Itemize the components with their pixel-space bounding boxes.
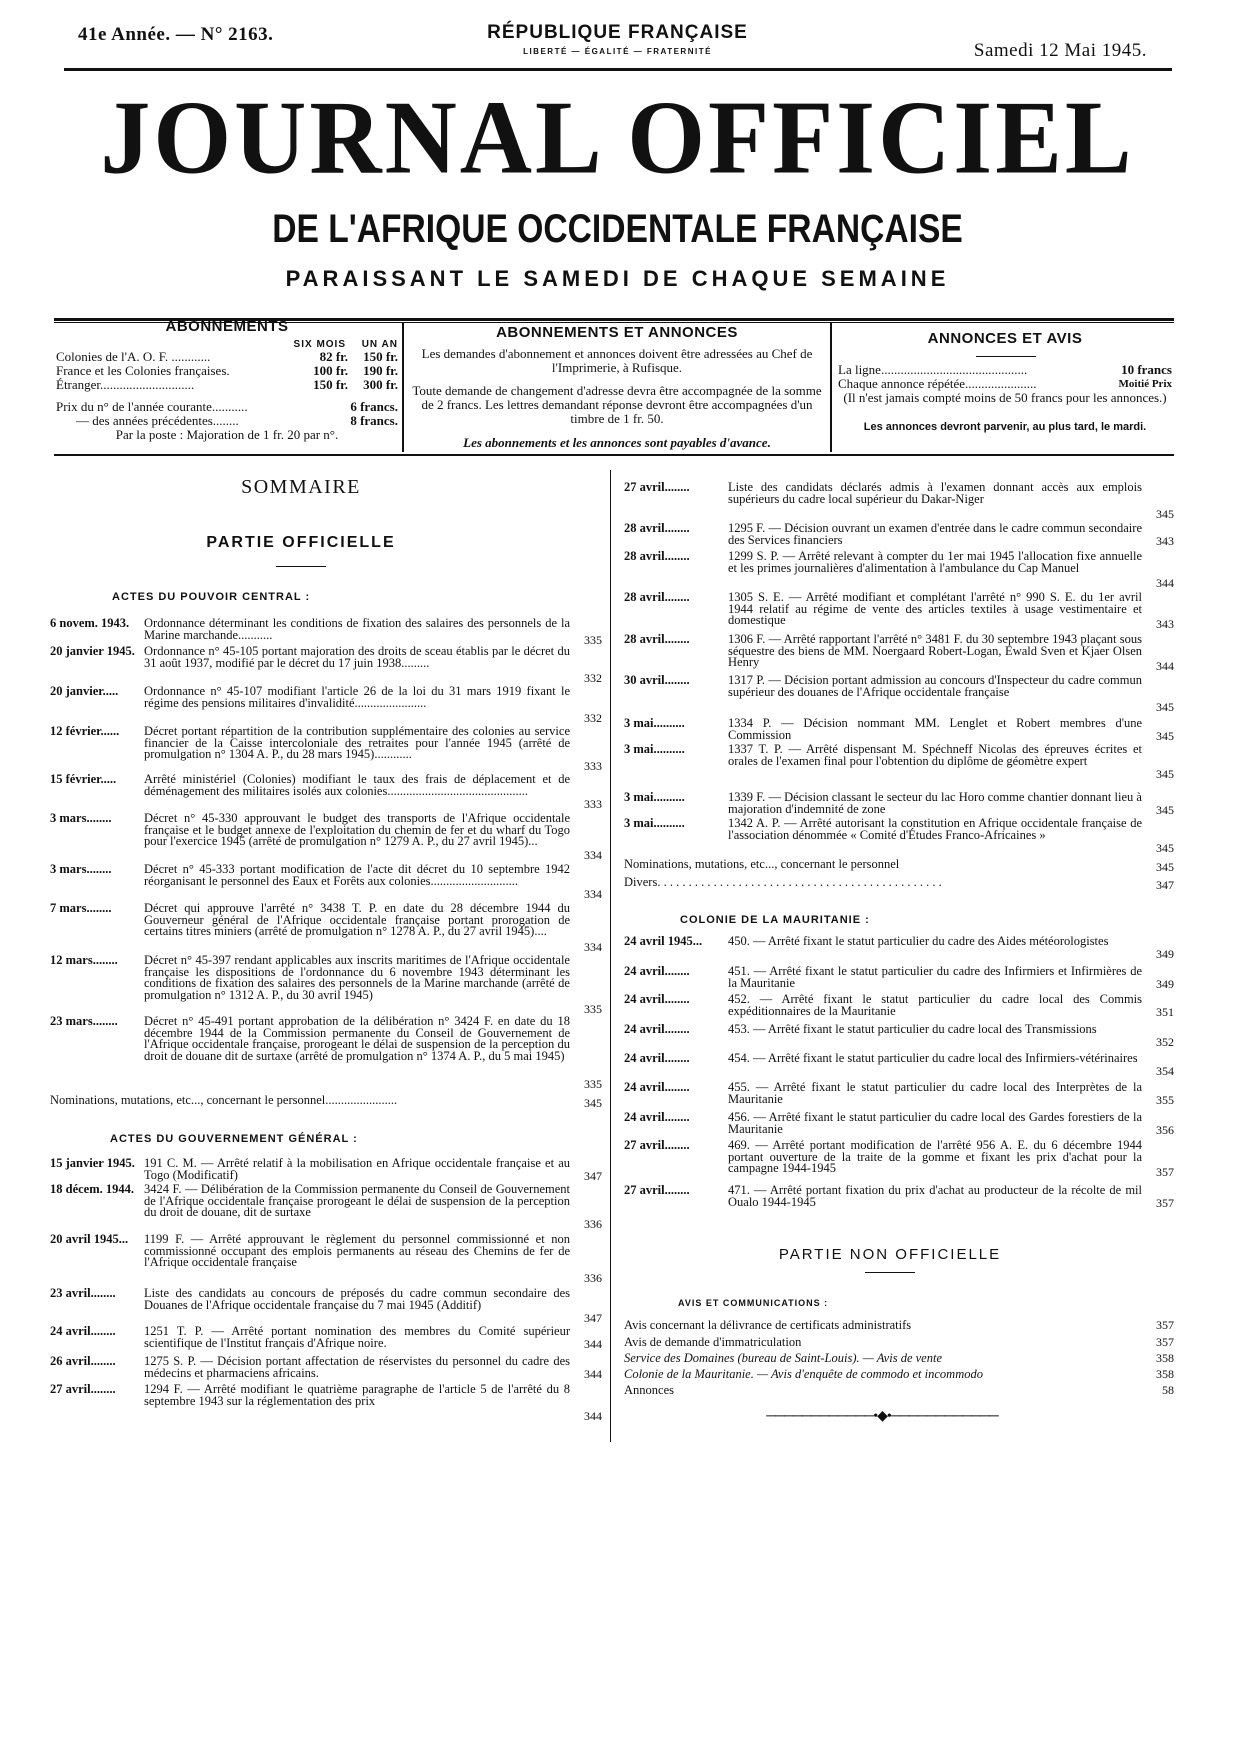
abonnements-annonces-box	[408, 322, 826, 450]
sommaire-entry	[50, 864, 602, 900]
poste-note: Par la poste : Majoration de 1 fr. 20 par n°.	[115, 427, 339, 442]
avis-entry	[624, 1337, 1174, 1349]
entry-text: Colonie de la Mauritanie. — Avis d'enquête de commodo et incommodo	[624, 1367, 983, 1381]
entry-page: 345	[1156, 840, 1174, 855]
sommaire-entry	[50, 903, 602, 953]
partie-non-officielle-heading: PARTIE NON OFFICIELLE	[778, 1246, 1002, 1263]
sommaire-entry	[50, 1288, 602, 1324]
abonnements-annonces-title: ABONNEMENTS ET ANNONCES	[496, 324, 738, 341]
entry-text: Décret n° 45-491 portant approbation de la délibération n° 3424 F. en date du 18 décembre 1944 de la Commission permanente du Conseil de Gouvernement de l'Afrique occidentale française, prorogeant le délai de suspension de la perception du droit de douane dit de surtaxe (arrêté de promulgation n° 1374 A. P., du 5 mai 1945)	[144, 1014, 570, 1063]
sommaire-entry	[624, 859, 1174, 873]
entry-text: Décret n° 45-330 approuvant le budget des transports de l'Afrique occidentale française et le budget annexe de l'exploitation du chemin de fer et du wharf du Togo pour l'exercice 1945 (arrêté de promulgation n° 1279 A. P., du 27 avril 1945)...	[144, 811, 570, 848]
entry-text: Liste des candidats au concours de préposés du cadre commun secondaire des Douanes de l'Afrique occidentale française du 7 mai 1945 (Additif)	[144, 1286, 570, 1312]
entry-page: 332	[584, 710, 602, 725]
sommaire-entry	[50, 1356, 602, 1380]
entry-text: Avis de demande d'immatriculation	[624, 1335, 802, 1349]
sommaire-entry	[624, 718, 1174, 742]
entry-text: Arrêté ministériel (Colonies) modifiant le taux des frais de déplacement et de déménagement des militaires isolés aux colonies.............................................	[144, 772, 570, 798]
entry-page: 344	[584, 1366, 602, 1381]
entry-page: 347	[584, 1310, 602, 1325]
entry-date: 18 décem. 1944.	[50, 1182, 135, 1196]
issue-number: 41e Année. — N° 2163.	[78, 24, 274, 45]
header-rule	[64, 68, 1172, 71]
entry-text: Avis concernant la délivrance de certificats administratifs	[624, 1318, 912, 1332]
entry-page: 349	[1156, 976, 1174, 991]
entry-page: 357	[1156, 1164, 1174, 1179]
entry-text: 1295 F. — Décision ouvrant un examen d'entrée dans le cadre commun secondaire des Services financiers	[728, 521, 1142, 547]
entry-text: Service des Domaines (bureau de Saint-Louis). — Avis de vente	[624, 1351, 942, 1365]
entry-page: 357	[1156, 1195, 1174, 1210]
entry-date: 24 avril 1945...	[624, 934, 703, 948]
box-divider-1	[402, 322, 404, 452]
entry-page: 343	[1156, 616, 1174, 631]
entry-date: 24 avril........	[624, 1022, 690, 1036]
avis-communications-heading: AVIS ET COMMUNICATIONS :	[678, 1298, 829, 1308]
entry-date: 12 mars........	[50, 953, 118, 967]
entry-page: 354	[1156, 1063, 1174, 1078]
abonnements-title: ABONNEMENTS	[165, 318, 289, 335]
avis-entry	[624, 1353, 1174, 1365]
colonie-mauritanie-heading: COLONIE DE LA MAURITANIE :	[680, 914, 870, 926]
entry-date: 24 avril........	[50, 1324, 116, 1338]
sommaire-entry	[50, 1326, 602, 1350]
entry-page: 344	[1156, 658, 1174, 673]
entry-text: 455. — Arrêté fixant le statut particulier du cadre local des Interprètes de la Mauritanie	[728, 1080, 1142, 1106]
masthead-subtitle: DE L'AFRIQUE OCCIDENTALE FRANÇAISE	[272, 207, 963, 251]
sommaire-entry	[50, 955, 602, 1015]
sommaire-entry	[50, 1158, 602, 1182]
entry-page: 336	[584, 1270, 602, 1285]
entry-date: 3 mai..........	[624, 816, 685, 830]
entry-date: 24 avril........	[624, 992, 690, 1006]
entry-page: 332	[584, 670, 602, 685]
entry-date: 30 avril........	[624, 673, 690, 687]
entry-date: 23 mars........	[50, 1014, 118, 1028]
entry-text: Liste des candidats déclarés admis à l'examen donnant accès aux emplois supérieurs du cadre local supérieur du Dakar-Niger	[728, 480, 1142, 506]
entry-page: 345	[1156, 506, 1174, 521]
tarif-row: Étranger............................. 150 fr. 300 fr.	[56, 377, 398, 392]
entry-date: 27 avril........	[624, 480, 690, 494]
sommaire-entry	[50, 646, 602, 684]
sommaire-entry	[50, 618, 602, 646]
actes-pouvoir-central-heading: ACTES DU POUVOIR CENTRAL :	[112, 591, 311, 603]
entry-page: 335	[584, 1076, 602, 1091]
entry-text: 454. — Arrêté fixant le statut particulier du cadre local des Infirmiers-vétérinaires	[728, 1051, 1138, 1065]
sommaire-entry	[624, 1140, 1174, 1178]
entry-text: 1317 P. — Décision portant admission au concours d'Inspecteur du cadre commun supérieur des douanes de l'Afrique occidentale française	[728, 673, 1142, 699]
entry-page: 358	[1156, 1351, 1174, 1365]
masthead-title: JOURNAL OFFICIEL	[100, 79, 1135, 196]
entry-date: 24 avril........	[624, 1110, 690, 1124]
ornament-rule: ────────────•◆•────────────	[766, 1409, 998, 1424]
entry-date: 15 février.....	[50, 772, 117, 786]
sommaire-entry	[624, 1185, 1174, 1209]
entry-date: 3 mars........	[50, 862, 112, 876]
sommaire-entry	[50, 1184, 602, 1230]
sommaire-entry	[624, 551, 1174, 589]
entry-page: 335	[584, 632, 602, 647]
entry-date: 3 mars........	[50, 811, 112, 825]
entry-text: 1337 T. P. — Arrêté dispensant M. Spéchneff Nicolas des épreuves écrites et orales de l'examen final pour l'obtention du diplôme de géomètre expert	[728, 742, 1142, 768]
entry-date: 3 mai..........	[624, 790, 685, 804]
deadline-note: Les annonces devront parvenir, au plus tard, le mardi.	[863, 421, 1147, 433]
sommaire-entry	[624, 1082, 1174, 1106]
entry-date: 24 avril........	[624, 1051, 690, 1065]
sommaire-entry	[624, 877, 1174, 891]
entry-page: 344	[1156, 575, 1174, 590]
sommaire-title: SOMMAIRE	[241, 476, 361, 498]
entry-text: 1305 S. E. — Arrêté modifiant et complétant l'arrêté n° 990 S. E. du 1er avril 1944 relatif au régime de vente des articles textiles à usage vestimentaire et domestique	[728, 590, 1142, 627]
entry-page: 335	[584, 1001, 602, 1016]
entry-text: Nominations, mutations, etc..., concernant le personnel.......................	[50, 1093, 398, 1107]
issue-date: Samedi 12 Mai 1945.	[973, 40, 1147, 61]
sommaire-entry	[624, 966, 1174, 990]
prix-prev-row: — des années précédentes........ 8 francs.	[76, 413, 398, 428]
entry-page: 347	[1156, 877, 1174, 892]
annonces-avis-box	[838, 322, 1172, 433]
sommaire-entry	[624, 994, 1174, 1018]
tarif-row: Colonies de l'A. O. F. ............ 82 fr. 150 fr.	[56, 349, 398, 364]
entry-date: 20 janvier.....	[50, 684, 119, 698]
change-address-text: Toute demande de changement d'adresse devra être accompagnée de la somme de 2 francs. Les lettres demandant réponse devront être accompagnées d'un timbre de 1 fr. 50.	[412, 383, 822, 426]
sommaire-entry	[624, 792, 1174, 816]
sommaire-entry	[50, 726, 602, 772]
annonces-avis-title: ANNONCES ET AVIS	[927, 330, 1083, 347]
entry-date: 24 avril........	[624, 1080, 690, 1094]
entry-text: 1299 S. P. — Arrêté relevant à compter du 1er mai 1945 l'allocation fixe annuelle et les primes journalières d'alimentation à l'ambulance du Cap Manuel	[728, 549, 1142, 575]
sommaire-entry	[624, 1024, 1174, 1048]
entry-page: 343	[1156, 533, 1174, 548]
entry-text: 469. — Arrêté portant modification de l'arrêté 956 A. E. du 6 décembre 1944 portant ouverture de la traite de la gomme et fixant les prix d'achat pour la campagne 1944-1945	[728, 1138, 1142, 1175]
entry-page: 333	[584, 796, 602, 811]
sommaire-entry	[50, 774, 602, 810]
ligne-row: La ligne............................................. 10 francs	[838, 362, 1172, 377]
minimum-note: (Il n'est jamais compté moins de 50 francs pour les annonces.)	[843, 390, 1167, 405]
entry-date: 6 novem. 1943.	[50, 616, 130, 630]
sommaire-entry	[624, 482, 1174, 520]
entry-page: 345	[1156, 802, 1174, 817]
entry-date: 28 avril........	[624, 632, 690, 646]
entry-text: 1251 T. P. — Arrêté portant nomination des membres du Comité supérieur scientifique de l'Institut français d'Afrique noire.	[144, 1324, 570, 1350]
entry-text: Décret qui approuve l'arrêté n° 3438 T. P. en date du 28 décembre 1944 du Gouverneur général de l'Afrique occidentale française portant prorogation de certains titres miniers (arrêté de promulgation n° 1278 A. P., du 27 avril 1945)....	[144, 901, 570, 938]
entry-text: 471. — Arrêté portant fixation du prix d'achat au producteur de la récolte de mil Oualo 1944-1945	[728, 1183, 1142, 1209]
entry-text: 3424 F. — Délibération de la Commission permanente du Conseil de Gouvernement de l'Afrique occidentale française prorogeant le délai de suspension de la perception du droit de douane, dit de surtaxe	[144, 1182, 570, 1219]
entry-page: 334	[584, 939, 602, 954]
entry-date: 27 avril........	[624, 1138, 690, 1152]
entry-page: 345	[1156, 766, 1174, 781]
avis-entry	[624, 1369, 1174, 1381]
entry-text: 1306 F. — Arrêté rapportant l'arrêté n° 3481 F. du 30 septembre 1943 plaçant sous séquestre des biens de MM. Noergaard Robert-Logan, Ewald Sven et Kjaer Olsen Henry	[728, 632, 1142, 669]
entry-date: 28 avril........	[624, 521, 690, 535]
entry-text: 451. — Arrêté fixant le statut particulier du cadre des Infirmiers et Infirmières de la Mauritanie	[728, 964, 1142, 990]
box-bottom-rule	[54, 454, 1174, 456]
sommaire-entry	[624, 675, 1174, 713]
abonnements-box	[56, 318, 398, 442]
sommaire-entry	[624, 523, 1174, 547]
col-un-an: UN AN	[361, 339, 398, 350]
sommaire-entry	[624, 634, 1174, 672]
entry-page: 357	[1156, 1318, 1174, 1332]
entry-text: Nominations, mutations, etc..., concernant le personnel	[624, 857, 900, 871]
box-divider-2	[830, 322, 832, 452]
entry-date: 27 avril........	[50, 1382, 116, 1396]
entry-page: 351	[1156, 1004, 1174, 1019]
entry-text: 1294 F. — Arrêté modifiant le quatrième paragraphe de l'article 5 de l'arrêté du 8 septembre 1943 sur la réglementation des prix	[144, 1382, 570, 1408]
entry-text: Divers. . . . . . . . . . . . . . . . . . . . . . . . . . . . . . . . . . . . . . . . . . . . . .	[624, 875, 942, 889]
entry-page: 344	[584, 1408, 602, 1423]
entry-page: 347	[584, 1168, 602, 1183]
entry-page: 344	[584, 1336, 602, 1351]
abonnements-address-text: Les demandes d'abonnement et annonces doivent être adressées au Chef de l'Imprimerie, à Rufisque.	[421, 346, 813, 375]
repetee-row: Chaque annonce répétée...................... Moitié Prix	[838, 377, 1172, 391]
column-divider	[610, 470, 611, 1442]
entry-text: 450. — Arrêté fixant le statut particulier du cadre des Aides météorologistes	[728, 934, 1109, 948]
entry-date: 20 janvier 1945.	[50, 644, 135, 658]
entry-date: 20 avril 1945...	[50, 1232, 129, 1246]
entry-page: 352	[1156, 1034, 1174, 1049]
entry-page: 355	[1156, 1092, 1174, 1107]
entry-page: 358	[1156, 1367, 1174, 1381]
avis-entry	[624, 1385, 1174, 1397]
entry-page: 58	[1162, 1383, 1174, 1397]
sommaire-entry	[624, 1053, 1174, 1077]
entry-page: 345	[1156, 699, 1174, 714]
entry-page: 333	[584, 758, 602, 773]
sommaire-entry	[624, 1112, 1174, 1136]
entry-date: 28 avril........	[624, 590, 690, 604]
entry-page: 357	[1156, 1335, 1174, 1349]
sommaire-entry	[624, 818, 1174, 854]
col-six-mois: SIX MOIS	[293, 339, 346, 350]
entry-page: 334	[584, 847, 602, 862]
entry-date: 26 avril........	[50, 1354, 116, 1368]
entry-text: Décret n° 45-333 portant modification de l'acte dit décret du 10 septembre 1942 réorganisant le personnel des Eaux et Forêts aux colonies............................	[144, 862, 570, 888]
entry-text: Annonces	[624, 1383, 674, 1397]
republic-heading: RÉPUBLIQUE FRANÇAISE	[487, 22, 748, 43]
entry-text: 452. — Arrêté fixant le statut particulier du cadre local des Commis expéditionnaires de la Mauritanie	[728, 992, 1142, 1018]
payment-note: Les abonnements et les annonces sont payables d'avance.	[463, 435, 771, 450]
sommaire-entry	[50, 686, 602, 724]
entry-text: 1342 A. P. — Arrêté autorisant la constitution en Afrique occidentale française de l'association dénommée « Comité d'Études Franco-Africaines »	[728, 816, 1142, 842]
actes-gouvernement-general-heading: ACTES DU GOUVERNEMENT GÉNÉRAL :	[110, 1133, 358, 1145]
entry-date: 7 mars........	[50, 901, 112, 915]
entry-text: 456. — Arrêté fixant le statut particulier du cadre local des Gardes forestiers de la Mauritanie	[728, 1110, 1142, 1136]
entry-text: Décret portant répartition de la contribution supplémentaire des colonies au service financier de la Caisse intercoloniale des retraites pour l'année 1945 (arrêté de promulgation n° 1304 A. P., du 28 mars 1945)............	[144, 724, 570, 761]
entry-text: Décret n° 45-397 rendant applicables aux inscrits maritimes de l'Afrique occidentale française les dispositions de l'ordonnance du 6 novembre 1943 déterminant les conditions de fixation des salaires des personnels de la Marine marchande (arrêté de promulgation n° 1312 A. P., du 30 avril 1945)	[144, 953, 570, 1002]
motto: LIBERTÉ — ÉGALITÉ — FRATERNITÉ	[523, 47, 712, 56]
sommaire-entry	[624, 936, 1174, 960]
sommaire-entry	[50, 1095, 602, 1109]
publication-frequency: PARAISSANT LE SAMEDI DE CHAQUE SEMAINE	[285, 266, 950, 291]
entry-date: 12 février......	[50, 724, 120, 738]
sommaire-entry	[50, 1384, 602, 1422]
sommaire-entry	[50, 1016, 602, 1090]
sommaire-entry	[50, 813, 602, 861]
sommaire-entry	[50, 1234, 602, 1284]
entry-page: 345	[584, 1095, 602, 1110]
entry-page: 349	[1156, 946, 1174, 961]
entry-text: Ordonnance n° 45-105 portant majoration des droits de sceau établis par le décret du 31 août 1937, modifié par le décret du 17 juin 1938.........	[144, 644, 570, 670]
entry-text: 1339 F. — Décision classant le secteur du lac Horo comme chantier donnant lieu à majoration d'indemnité de zone	[728, 790, 1142, 816]
sommaire-entry	[624, 744, 1174, 780]
entry-text: Ordonnance n° 45-107 modifiant l'article 26 de la loi du 31 mars 1919 fixant le régime des pensions militaires d'invalidité.......................	[144, 684, 570, 710]
entry-date: 15 janvier 1945.	[50, 1156, 135, 1170]
entry-date: 24 avril........	[624, 964, 690, 978]
entry-text: 1334 P. — Décision nommant MM. Lenglet et Robert membres d'une Commission	[728, 716, 1142, 742]
partie-officielle-heading: PARTIE OFFICIELLE	[206, 534, 396, 551]
entry-page: 336	[584, 1216, 602, 1231]
entry-date: 3 mai..........	[624, 742, 685, 756]
entry-page: 356	[1156, 1122, 1174, 1137]
entry-page: 345	[1156, 859, 1174, 874]
tarif-row: France et les Colonies françaises. 100 fr. 190 fr.	[56, 363, 398, 378]
entry-date: 23 avril........	[50, 1286, 116, 1300]
sommaire-entry	[624, 592, 1174, 630]
entry-page: 334	[584, 886, 602, 901]
prix-row: Prix du n° de l'année courante........... 6 francs.	[56, 399, 398, 414]
entry-text: Ordonnance déterminant les conditions de fixation des salaires des personnels de la Marine marchande...........	[144, 616, 570, 642]
avis-entry	[624, 1320, 1174, 1332]
entry-text: 1199 F. — Arrêté approuvant le règlement du personnel commissionné et non commissionné occupant des emplois permanents au réseau des Chemins de fer de l'Afrique occidentale française	[144, 1232, 570, 1269]
entry-date: 27 avril........	[624, 1183, 690, 1197]
entry-text: 191 C. M. — Arrêté relatif à la mobilisation en Afrique occidentale française et au Togo (Modificatif)	[144, 1156, 570, 1182]
entry-text: 1275 S. P. — Décision portant affectation de réservistes du personnel du cadre des médecins et pharmaciens africains.	[144, 1354, 570, 1380]
entry-text: 453. — Arrêté fixant le statut particulier du cadre local des Transmissions	[728, 1022, 1097, 1036]
entry-date: 3 mai..........	[624, 716, 685, 730]
entry-page: 345	[1156, 728, 1174, 743]
entry-date: 28 avril........	[624, 549, 690, 563]
